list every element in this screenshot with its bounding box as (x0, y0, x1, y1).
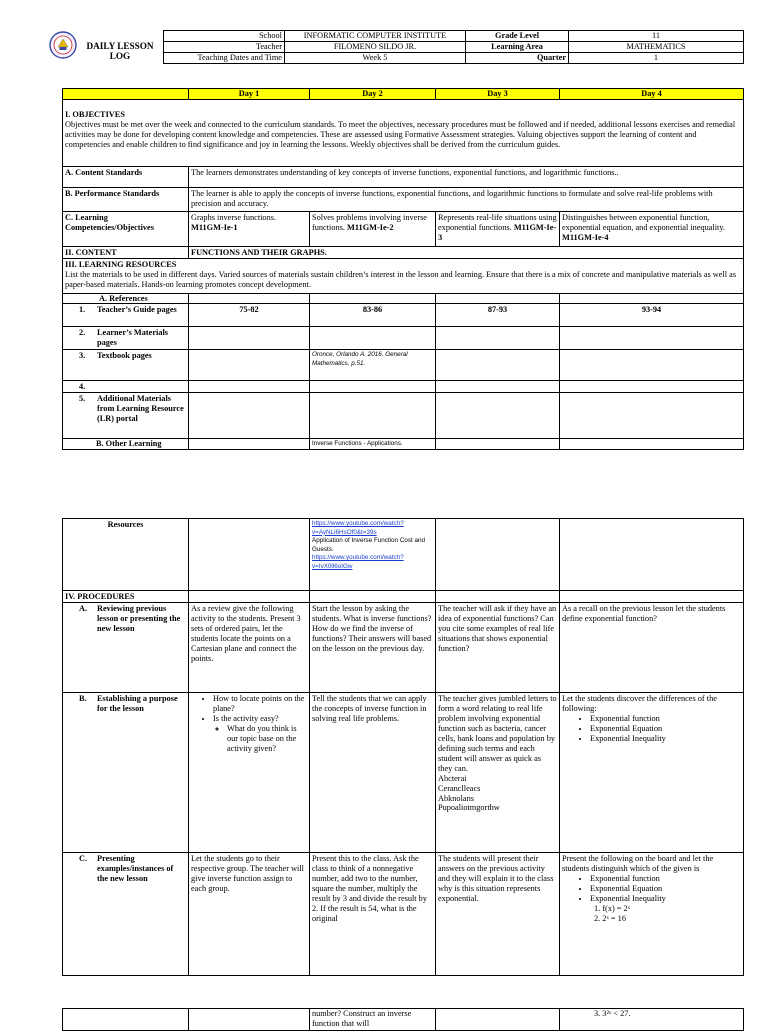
proc-h-day1 (189, 591, 310, 603)
tb-day1 (189, 350, 310, 381)
list-item: • Exponential Inequality (590, 734, 741, 744)
procedure-c-day2-cont: number? Construct an inverse function that will (310, 1009, 436, 1031)
textbook-pages-label: 3. Textbook pages (63, 350, 189, 381)
dates-value: Week 5 (285, 53, 466, 64)
tb-day3 (436, 350, 560, 381)
teacher-label: Teacher (164, 42, 285, 53)
procedure-b-label: B. Establishing a purpose for the lesson (63, 693, 189, 853)
deped-seal-logo (49, 31, 77, 59)
objectives-heading: I. OBJECTIVES (65, 110, 125, 119)
references-day3 (436, 294, 560, 304)
header-info-table (163, 30, 744, 64)
lr-day3 (436, 393, 560, 439)
procedure-c-day1: Let the students go to their respective group. The teacher will give inverse function assign to each group. (189, 853, 310, 976)
day-header-1: Day 1 (189, 89, 310, 100)
learning-resources-heading: III. LEARNING RESOURCES (65, 260, 177, 269)
procedure-b-day4: Let the students discover the differences of the following: • Exponential function • Exponential Equation • Exponential Inequality (560, 693, 744, 853)
lm-day1 (189, 327, 310, 350)
four-day2 (310, 381, 436, 393)
competency-day4: Distinguishes between exponential function, exponential equation, and exponential inequality. M11GM-Ie-4 (560, 212, 744, 247)
tg-pages-day1: 75-82 (189, 304, 310, 327)
proc-h-day2 (310, 591, 436, 603)
competency-day2: Solves problems involving inverse functions. M11GM-Ie-2 (310, 212, 436, 247)
lesson-log-table-page1 (62, 88, 744, 450)
procedure-a-label: A. Reviewing previous lesson or presenting the new lesson (63, 603, 189, 693)
procedure-b-day2: Tell the students that we can apply the concepts of inverse function in solving real life problems. (310, 693, 436, 853)
other-learning-label-cont: Resources (63, 519, 189, 591)
performance-standards-text: The learner is able to apply the concepts of inverse functions, exponential functions, and logarithmic functions to formulate and solve real-life problems with precision and accuracy. (189, 188, 744, 212)
other-resources-day2 (310, 519, 436, 591)
page-title: DAILY LESSON LOG (86, 41, 154, 62)
school-value: INFORMATIC COMPUTER INSTITUTE (285, 31, 466, 42)
day-header-3: Day 3 (436, 89, 560, 100)
competencies-label: C. Learning Competencies/Objectives (63, 212, 189, 247)
content-value: FUNCTIONS AND THEIR GRAPHS. (189, 247, 744, 259)
four-day3 (436, 381, 560, 393)
content-standards-label: A. Content Standards (63, 167, 189, 188)
other-day2-title: Inverse Functions - Applications. (310, 439, 436, 450)
application-text: Application of Inverse Function Cost and Guests. (312, 537, 426, 553)
other2-day4 (560, 519, 744, 591)
grade-level-value: 11 (569, 31, 744, 42)
learning-resources-section (63, 259, 744, 294)
school-label: School (164, 31, 285, 42)
list-item: • Exponential Inequality (590, 894, 741, 904)
procedure-c-label: C. Presenting examples/instances of the new lesson (63, 853, 189, 976)
proc-h-day3 (436, 591, 560, 603)
tg-pages-day2: 83-86 (310, 304, 436, 327)
youtube-link-2[interactable]: https://www.youtube.com/watch?v=IvX0ll6oIGw (312, 554, 404, 570)
list-item: • Exponential Equation (590, 884, 741, 894)
tg-pages-day3: 87-93 (436, 304, 560, 327)
quarter-label: Quarter (466, 53, 569, 64)
grade-level-label: Grade Level (466, 31, 569, 42)
lm-day4 (560, 327, 744, 350)
lesson-log-table-page2 (62, 518, 744, 976)
list-item: • Exponential function (590, 714, 741, 724)
procedure-c-day4: Present the following on the board and let the students distinguish which of the given is • Exponential function • Exponential Equation • Exponential Inequality 1. f(x) = 2ˣ 2. 2ˣ = 16 (560, 853, 744, 976)
tb-day4 (560, 350, 744, 381)
four-day4 (560, 381, 744, 393)
competency-day3: Represents real-life situations using exponential functions. M11GM-Ie-3 (436, 212, 560, 247)
list-item: • How to locate points on the plane? (213, 694, 307, 714)
quarter-value: 1 (569, 53, 744, 64)
content-label: II. CONTENT (63, 247, 189, 259)
procedure-c-day2: Present this to the class. Ask the class to think of a nonnegative number, add two to the number, square the number, multiply the result by 3 and divide the result by 2. If the result is 54, what is the original (310, 853, 436, 976)
youtube-link-1[interactable]: https://www.youtube.com/watch?v=AyNLi6HsOf0&t=39s (312, 520, 404, 536)
learning-area-value: MATHEMATICS (569, 42, 744, 53)
content-standards-text: The learners demonstrates understanding of key concepts of inverse functions, exponential functions, and logarithmic functions.. (189, 167, 744, 188)
objectives-text: Objectives must be met over the week and connected to the curriculum standards. To meet the objectives, necessary procedures must be followed and if needed, additional lessons exercises and remedial activities may be done for developing content knowledge and competencies. These are assessed using Formative Assessment strategies. Valuing objectives support the learning of content and competencies and enable children to find significance and joy in learning the lessons. Weekly objectives shall be derived from the curriculum guides. (65, 119, 736, 149)
tg-pages-day4: 93-94 (560, 304, 744, 327)
proc-h-day4 (560, 591, 744, 603)
item-four-label: 4. (63, 381, 189, 393)
day-header-4: Day 4 (560, 89, 744, 100)
procedure-b-day1 (189, 693, 310, 853)
list-item: ◦ What do you think is our topic base on the activity given? (213, 724, 307, 754)
jumbled-word: Abcterai (438, 773, 467, 783)
other-learning-label: B. Other Learning (63, 439, 189, 450)
jumbled-word: Ceranclleacs (438, 783, 481, 793)
procedure-a-day2: Start the lesson by asking the students. What is inverse functions? How do we find the inverse of functions? Their answers will based on the lesson on the previous day. (310, 603, 436, 693)
day-header-2: Day 2 (310, 89, 436, 100)
tb-day2: Oronce, Orlando A. 2016. General Mathematics, p.51. (310, 350, 436, 381)
procedure-a-day3: The teacher will ask if they have an idea of exponential functions? Can you cite some examples of real life situations that shows exponential function? (436, 603, 560, 693)
learners-materials-label: 2. Learner’s Materials pages (63, 327, 189, 350)
day-header-blank (63, 89, 189, 100)
learning-area-label: Learning Area (466, 42, 569, 53)
learning-resources-text: List the materials to be used in different days. Varied sources of materials sustain children’s interest in the lesson and learning. Ensure that there is a mix of concrete and manipulative materials as well as paper-based materials. Hands-on learning promotes concept development. (65, 269, 737, 289)
lm-day3 (436, 327, 560, 350)
references-day1 (189, 294, 310, 304)
jumbled-word: Pupoaliotmgorthw (438, 803, 500, 813)
lesson-log-table-page3 (62, 1008, 744, 1031)
lr-day2 (310, 393, 436, 439)
procedure-b-day3: The teacher gives jumbled letters to form a word relating to real life problem involving exponential function such as bacteria, cancer cells, bank loans and population by defining such terms and each student will answer as quick as they can. Abcterai Ceranclleacs Abknolans Pupoaliotmgorthw (436, 693, 560, 853)
four-day1 (189, 381, 310, 393)
competency-day1: Graphs inverse functions. M11GM-Ie-1 (189, 212, 310, 247)
objectives-section (63, 100, 744, 167)
list-item: • Is the activity easy? (213, 714, 307, 724)
p3-label (63, 1009, 189, 1031)
procedure-c-day3: The students will present their answers on the previous activity and they will explain it to the class why is this situation represents exponential. (436, 853, 560, 976)
other2-day3 (436, 519, 560, 591)
references-label: A. References (63, 294, 189, 304)
lm-day2 (310, 327, 436, 350)
procedure-c-day4-cont (560, 1009, 744, 1031)
list-item: • Exponential Equation (590, 724, 741, 734)
equation-1: 1. f(x) = 2ˣ (594, 903, 631, 913)
other-day3 (436, 439, 560, 450)
references-day4 (560, 294, 744, 304)
references-day2 (310, 294, 436, 304)
procedures-heading: IV. PROCEDURES (63, 591, 189, 603)
teachers-guide-label: 1. Teacher’s Guide pages (63, 304, 189, 327)
p3-day3 (436, 1009, 560, 1031)
other2-day1 (189, 519, 310, 591)
list-item: • Exponential function (590, 874, 741, 884)
dates-label: Teaching Dates and Time (164, 53, 285, 64)
p3-day1 (189, 1009, 310, 1031)
lr-day4 (560, 393, 744, 439)
jumbled-word: Abknolans (438, 793, 474, 803)
procedure-a-day1: As a review give the following activity to the students. Present 3 sets of ordered pairs, let the students locate the points on a Cartesian plane and connect the points. (189, 603, 310, 693)
performance-standards-label: B. Performance Standards (63, 188, 189, 212)
other-day4 (560, 439, 744, 450)
lr-day1 (189, 393, 310, 439)
procedure-a-day4: As a recall on the previous lesson let the students define exponential function? (560, 603, 744, 693)
other-day1 (189, 439, 310, 450)
teacher-value: FILOMENO SILDO JR. (285, 42, 466, 53)
lr-portal-label: 5. Additional Materials from Learning Resource (LR) portal (63, 393, 189, 439)
equation-3: 3. 3²ˣ < 27. (594, 1009, 631, 1018)
equation-2: 2. 2ˣ = 16 (594, 913, 626, 923)
